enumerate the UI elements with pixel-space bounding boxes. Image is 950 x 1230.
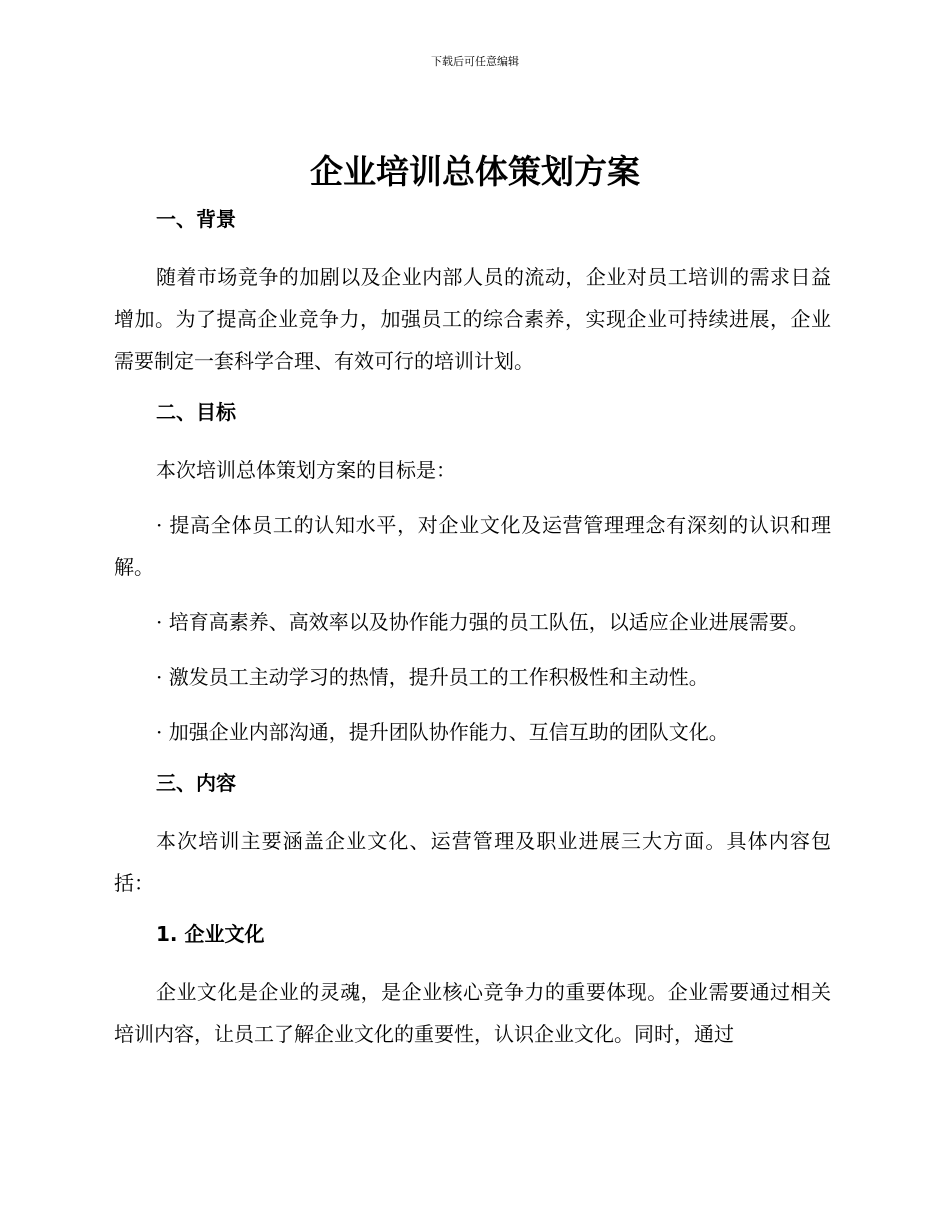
- page-header: 下载后可任意编辑: [431, 55, 519, 68]
- goal-item: · 提高全体员工的认知水平，对企业文化及运营管理理念有深刻的认识和理解。: [114, 513, 831, 579]
- goals-intro: 本次培训总体策划方案的目标是：: [156, 458, 456, 482]
- section-heading-background: 一、背景: [156, 207, 236, 231]
- goal-item: · 培育高素养、高效率以及协作能力强的员工队伍，以适应企业进展需要。: [156, 610, 809, 634]
- corporate-culture-paragraph: 企业文化是企业的灵魂，是企业核心竞争力的重要体现。企业需要通过相关培训内容，让员工了解企业文化的重要性，认识企业文化。同时，通过: [114, 980, 831, 1046]
- background-paragraph: 随着市场竞争的加剧以及企业内部人员的流动，企业对员工培训的需求日益增加。为了提高企业竞争力，加强员工的综合素养，实现企业可持续进展，企业需要制定一套科学合理、有效可行的培训计划。: [114, 265, 831, 373]
- subsection-heading-corporate-culture: 1. 企业文化: [156, 922, 265, 946]
- goal-item: · 加强企业内部沟通，提升团队协作能力、互信互助的团队文化。: [156, 720, 729, 744]
- document-body: [114, 202, 831, 1068]
- section-heading-content: 三、内容: [156, 771, 236, 795]
- document-title: 企业培训总体策划方案: [310, 152, 640, 191]
- content-intro: 本次培训主要涵盖企业文化、运营管理及职业进展三大方面。具体内容包括：: [114, 829, 831, 895]
- goal-item: · 激发员工主动学习的热情，提升员工的工作积极性和主动性。: [156, 665, 709, 689]
- section-heading-goals: 二、目标: [156, 400, 236, 424]
